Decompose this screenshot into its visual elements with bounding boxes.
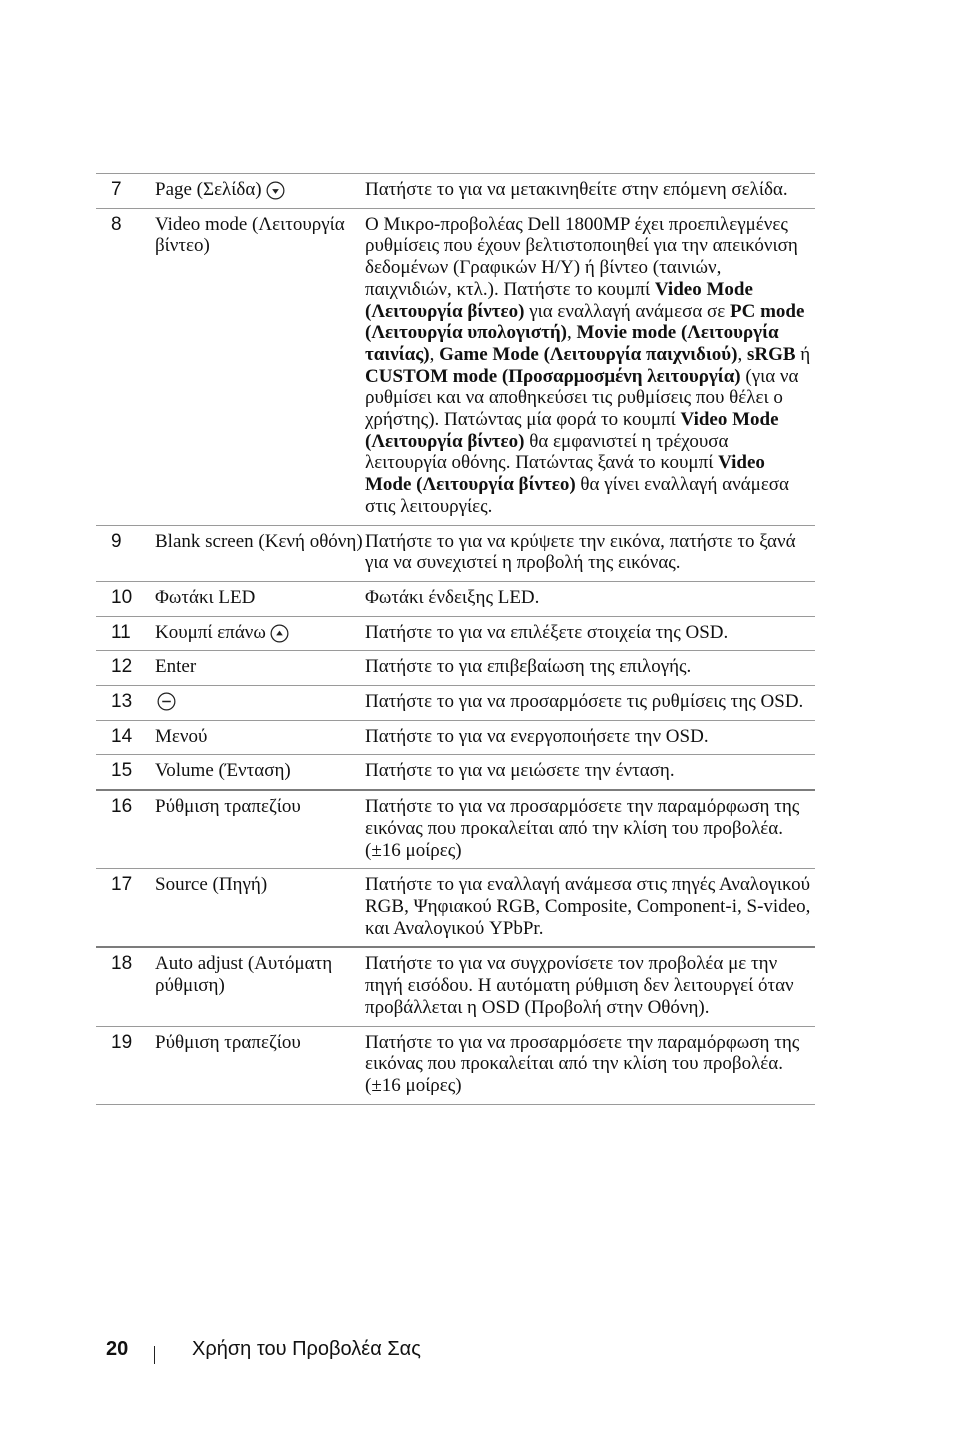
page-icon [266, 181, 285, 200]
table-row [96, 1027, 815, 1105]
button-name [155, 760, 365, 782]
table-row [96, 617, 815, 652]
button-name [155, 796, 365, 861]
description-text: ή [795, 343, 811, 365]
row-number: 11 [111, 621, 131, 643]
description-text: O Μικρο-προβολέας Dell 1800MP έχει προεπιλεγμένες ρυθμίσεις που έχουν βελτιστοποιηθεί για την απεικόνιση δεδομένων (Γραφικών Η/Υ) ή βίντεο (ταινιών, παιχνιδιών, κτλ.). Πατήστε το κουμπί [365, 213, 798, 300]
button-name [155, 214, 365, 518]
button-description [365, 691, 815, 713]
button-name [155, 691, 365, 713]
description-text: , [429, 343, 440, 365]
button-name-text: Μενού [155, 725, 208, 747]
bold-term: Video Mode (Λειτουργία βίντεο) [365, 409, 779, 452]
row-number: 7 [111, 179, 122, 200]
description-text: για εναλλαγή ανάμεσα σε [524, 300, 730, 322]
description-text: , [737, 343, 747, 365]
bold-term: sRGB [746, 343, 796, 365]
description-text: Πατήστε το για να προσαρμόσετε τις ρυθμίσεις της OSD. [365, 691, 804, 713]
button-description [365, 953, 815, 1018]
table-row [96, 651, 815, 686]
button-name-text: Blank screen (Κενή οθόνη) [155, 530, 363, 552]
buttons-table [96, 173, 815, 1105]
bold-term: Video Mode (Λειτουργία βίντεο) [365, 452, 765, 496]
description-text: (για να ρυθμίσει και να αποθηκεύσει τις ρυθμίσεις που θέλει ο χρήστης). Πατώντας μία φορά το κουμπί [365, 365, 799, 431]
description-text: Πατήστε το για να προσαρμόσετε την παραμόρφωση της εικόνας που προκαλείται από την κλίση του προβολέα. (±16 μοίρες) [365, 1031, 800, 1096]
button-name-text: Video mode (Λειτουργία βίντεο) [155, 213, 345, 257]
row-number: 15 [111, 760, 133, 782]
row-number: 10 [111, 586, 133, 608]
button-description [365, 214, 815, 518]
button-description [365, 760, 815, 782]
table-row [96, 209, 815, 526]
row-number: 17 [111, 874, 133, 896]
button-name [155, 531, 365, 574]
description-text: Πατήστε το για εναλλαγή ανάμεσα στις πηγές Αναλογικού RGB, Ψηφιακού RGB, Composite, Component-i, S-video, και Αναλογικού YPbPr. [365, 874, 811, 939]
table-row [96, 948, 815, 1026]
button-description [365, 587, 815, 609]
table-row [96, 174, 815, 209]
button-name [155, 656, 365, 678]
bold-term: PC mode (Λειτουργία υπολογιστή) [365, 300, 805, 344]
table-row [96, 869, 815, 948]
table-row [96, 755, 815, 791]
button-name-text: Φωτάκι LED [155, 586, 256, 608]
button-name [155, 726, 365, 748]
row-number: 9 [111, 530, 122, 552]
button-name-text: Page (Σελίδα) [155, 179, 262, 200]
button-description [365, 796, 815, 861]
row-number: 8 [111, 213, 122, 235]
description-text: Πατήστε το για να συγχρονίσετε τον προβολέα με την πηγή εισόδου. Η αυτόματη ρύθμιση δεν λειτουργεί όταν προβάλλεται η OSD (Προβολή στην Οθόνη). [365, 953, 794, 1018]
table-row [96, 526, 815, 582]
bold-term: Video Mode (Λειτουργία βίντεο) [365, 278, 753, 322]
bold-term: Game Mode (Λειτουργία παιχνιδιού) [439, 343, 738, 365]
minus-icon [157, 692, 176, 711]
page-number: 20 [106, 1338, 129, 1360]
description-text: Πατήστε το για να κρύψετε την εικόνα, πατήστε το ξανά για να συνεχιστεί η προβολή της εικόνας. [365, 530, 796, 574]
up-arrow-icon [270, 624, 289, 643]
button-description [365, 1032, 815, 1097]
button-name-text: Κουμπί επάνω [155, 621, 266, 643]
button-name-text: Volume (Ένταση) [155, 760, 291, 782]
button-description [365, 622, 815, 644]
button-name [155, 622, 365, 644]
description-text: Πατήστε το για να επιλέξετε στοιχεία της OSD. [365, 621, 729, 643]
row-number: 14 [111, 725, 133, 747]
button-name-text: Ρύθμιση τραπεζίου [155, 796, 301, 818]
button-name [155, 587, 365, 609]
description-text: θα εμφανιστεί η τρέχουσα λειτουργία οθόνης. Πατώντας ξανά το κουμπί [365, 430, 729, 474]
description-text: Πατήστε το για να προσαρμόσετε την παραμόρφωση της εικόνας που προκαλείται από την κλίση του προβολέα. (±16 μοίρες) [365, 796, 800, 861]
table-row [96, 721, 815, 756]
row-number: 13 [111, 691, 133, 713]
table-row [96, 686, 815, 721]
button-description [365, 656, 815, 678]
description-text: , [566, 322, 577, 344]
bold-term: Movie mode (Λειτουργία ταινίας) [365, 322, 779, 365]
button-description [365, 726, 815, 748]
row-number: 12 [111, 656, 133, 678]
button-name-text: Auto adjust (Αυτόματη ρύθμιση) [155, 953, 333, 997]
section-title: Χρήση του Προβολέα Σας [192, 1338, 421, 1360]
footer-divider [154, 1346, 155, 1364]
description-text: θα γίνει εναλλαγή ανάμεσα στις λειτουργίες. [365, 474, 789, 517]
button-description [365, 531, 815, 574]
button-name-text: Source (Πηγή) [155, 874, 268, 896]
button-description [365, 179, 815, 201]
button-description [365, 874, 815, 939]
table-row [96, 582, 815, 617]
button-name-text: Ρύθμιση τραπεζίου [155, 1031, 301, 1053]
row-number: 18 [111, 953, 133, 975]
description-text: Πατήστε το για να μειώσετε την ένταση. [365, 760, 675, 782]
table-row [96, 791, 815, 869]
description-text: Φωτάκι ένδειξης LED. [365, 586, 540, 608]
description-text: Πατήστε το για να ενεργοποιήσετε την OSD. [365, 725, 709, 747]
button-name [155, 874, 365, 939]
description-text: Πατήστε το για να μετακινηθείτε στην επόμενη σελίδα. [365, 179, 788, 200]
bold-term: CUSTOM mode (Προσαρμοσμένη λειτουργία) [365, 365, 741, 387]
button-name [155, 953, 365, 1018]
button-name [155, 1032, 365, 1097]
button-name [155, 179, 365, 201]
description-text: Πατήστε το για επιβεβαίωση της επιλογής. [365, 656, 692, 678]
row-number: 16 [111, 796, 133, 818]
button-name-text: Enter [155, 656, 197, 678]
row-number: 19 [111, 1031, 133, 1053]
